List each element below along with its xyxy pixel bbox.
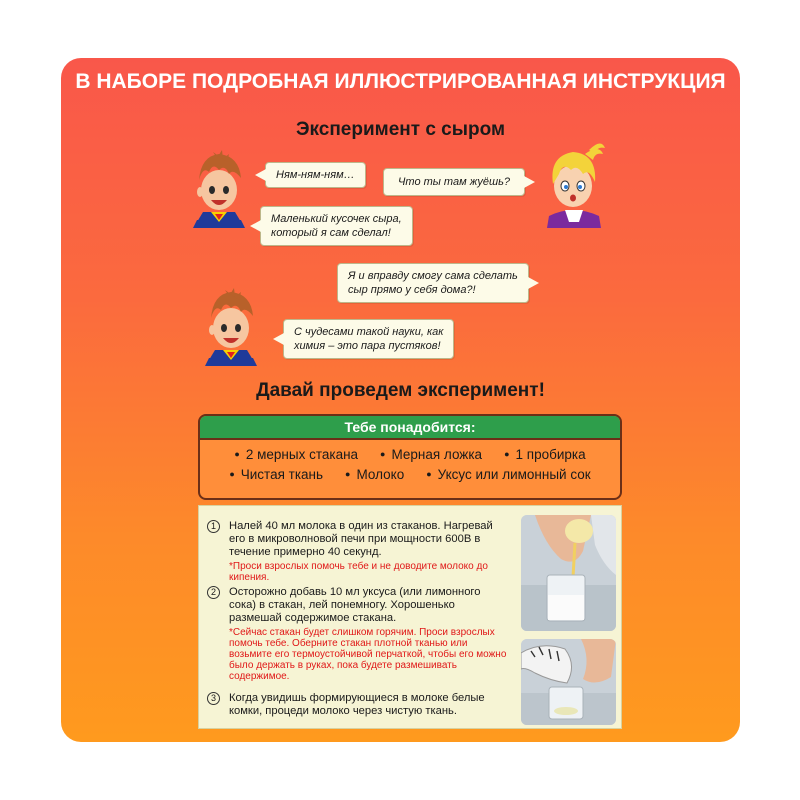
experiment-title: Эксперимент с сыром [295, 119, 505, 140]
bubble-text: Ням-ням-ням… [276, 169, 355, 181]
step-3 [207, 692, 507, 718]
step-2 [207, 586, 507, 682]
bubble-text-line2: химия – это пара пустяков! [294, 340, 441, 352]
material-item: ● Мерная ложка [380, 447, 482, 462]
material-item: ● Чистая ткань [229, 467, 323, 482]
bubble-text-line1: С чудесами такой науки, как [294, 326, 444, 338]
speech-bubble-1 [265, 162, 366, 188]
speech-bubble-3 [260, 206, 413, 246]
bubble-text-line2: сыр прямо у себя дома?! [348, 284, 476, 296]
step-number: 3 [207, 692, 220, 705]
material-item: ● 1 пробирка [504, 447, 586, 462]
materials-row [200, 447, 620, 462]
step-text: Когда увидишь формирующиеся в молоке белые комки, процеди молоко через чистую ткань. [229, 692, 485, 717]
speech-bubble-4 [337, 263, 529, 303]
instruction-card [61, 58, 740, 742]
bubble-text-line1: Маленький кусочек сыра, [271, 213, 402, 225]
step-1 [207, 520, 507, 583]
step-number: 1 [207, 520, 220, 533]
speech-bubble-5 [283, 319, 454, 359]
step-text: Налей 40 мл молока в один из стаканов. Нагревай его в микроволновой печи при мощности 600В в течение примерно 40 секунд. [229, 520, 493, 558]
materials-row [200, 467, 620, 482]
step-number: 2 [207, 586, 220, 599]
photo-pouring-vinegar [521, 515, 616, 631]
material-item: ● 2 мерных стакана [234, 447, 358, 462]
bubble-text-line2: который я сам сделал! [271, 227, 391, 239]
step-warning: *Проси взрослых помочь тебе и не доводите молоко до кипения. [229, 561, 488, 583]
step-text: Осторожно добавь 10 мл уксуса (или лимонного сока) в стакан, лей понемногу. Хорошенько размешай содержимое стакана. [229, 586, 481, 624]
materials-box [198, 414, 622, 500]
bubble-text: Что ты там жуёшь? [398, 176, 511, 188]
material-item: ● Уксус или лимонный сок [426, 467, 590, 482]
bubble-text-line1: Я и вправду смогу сама сделать [348, 270, 518, 282]
photo-straining-cloth [521, 639, 616, 725]
step-warning: *Сейчас стакан будет слишком горячим. Проси взрослых помочь тебе. Оберните стакан плотной тканью или возьмите его термоустойчивой перчаткой, чтобы его можно было держать в руках, пока будете размешивать содержимое. [229, 627, 507, 682]
steps-panel [198, 505, 622, 729]
material-item: ● Молоко [345, 467, 404, 482]
speech-bubble-2 [383, 168, 525, 196]
boy-character-illustration [189, 150, 249, 228]
banner-title: В НАБОРЕ ПОДРОБНАЯ ИЛЛЮСТРИРОВАННАЯ ИНСТРУКЦИЯ [75, 70, 726, 93]
materials-header: Тебе понадобится: [200, 416, 620, 440]
lets-experiment-title: Давай проведем эксперимент! [256, 380, 545, 401]
boy-character-illustration [201, 288, 261, 366]
girl-character-illustration [543, 138, 605, 228]
